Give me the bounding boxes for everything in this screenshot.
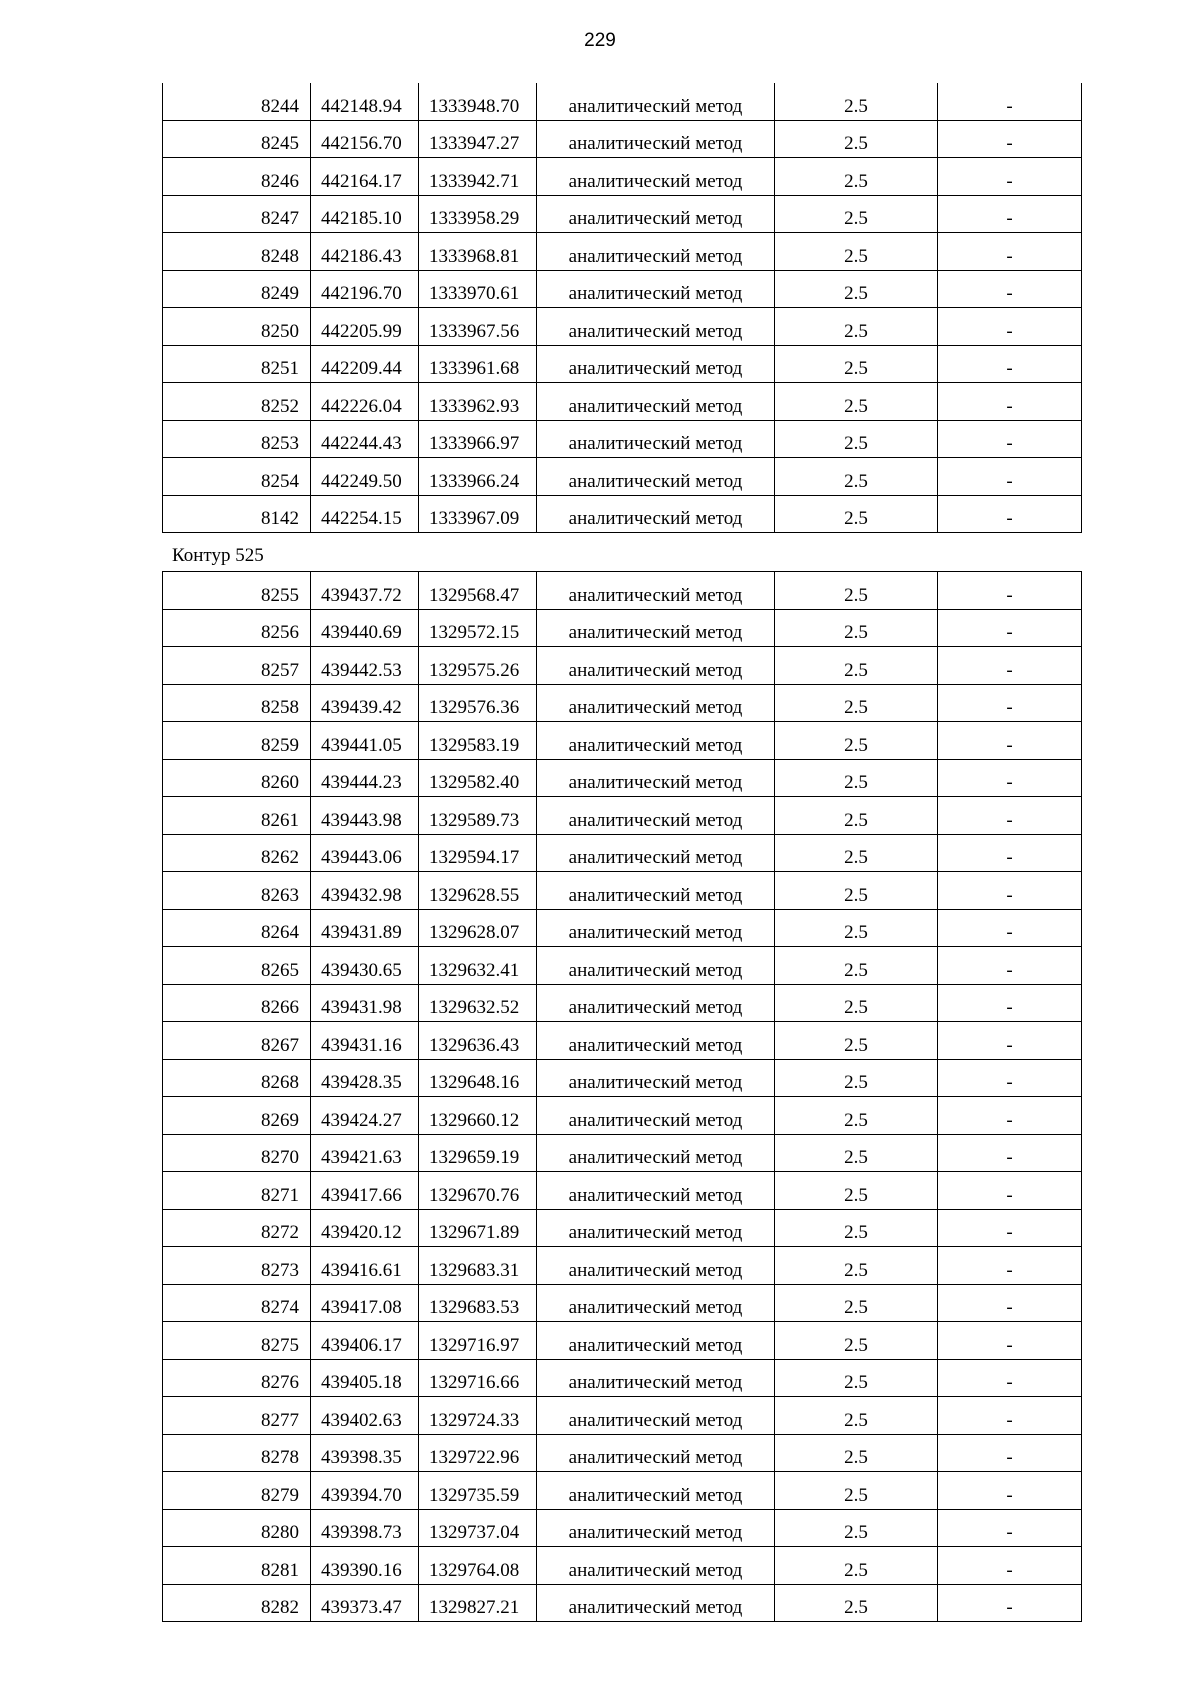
method-cell: аналитический метод xyxy=(537,1584,775,1622)
coord-x-cell: 439420.12 xyxy=(311,1209,419,1247)
table-row xyxy=(163,83,1082,120)
table-row xyxy=(163,1097,1082,1135)
coord-x-cell: 439428.35 xyxy=(311,1059,419,1097)
coord-x-cell: 439440.69 xyxy=(311,609,419,647)
coord-x-cell: 439424.27 xyxy=(311,1097,419,1135)
method-cell: аналитический метод xyxy=(537,1097,775,1135)
extra-value-cell: - xyxy=(938,834,1082,872)
coord-y-cell: 1329628.55 xyxy=(419,872,537,910)
accuracy-cell: 2.5 xyxy=(775,722,938,760)
coord-x-cell: 439443.06 xyxy=(311,834,419,872)
table-row xyxy=(163,1209,1082,1247)
table-row xyxy=(163,383,1082,421)
coord-x-cell: 439398.73 xyxy=(311,1509,419,1547)
point-number-cell: 8278 xyxy=(163,1434,311,1472)
coord-y-cell: 1329716.97 xyxy=(419,1322,537,1360)
coord-y-cell: 1329683.31 xyxy=(419,1247,537,1285)
table-row xyxy=(163,572,1082,610)
method-cell: аналитический метод xyxy=(537,1434,775,1472)
table-row xyxy=(163,1059,1082,1097)
table-row xyxy=(163,158,1082,196)
coord-x-cell: 439437.72 xyxy=(311,572,419,610)
method-cell: аналитический метод xyxy=(537,1284,775,1322)
accuracy-cell: 2.5 xyxy=(775,1172,938,1210)
point-number-cell: 8252 xyxy=(163,383,311,421)
method-cell: аналитический метод xyxy=(537,722,775,760)
extra-value-cell: - xyxy=(938,1547,1082,1585)
coord-y-cell: 1329589.73 xyxy=(419,797,537,835)
accuracy-cell: 2.5 xyxy=(775,1097,938,1135)
coord-x-cell: 439402.63 xyxy=(311,1397,419,1435)
method-cell: аналитический метод xyxy=(537,572,775,610)
accuracy-cell: 2.5 xyxy=(775,1322,938,1360)
point-number-cell: 8266 xyxy=(163,984,311,1022)
method-cell: аналитический метод xyxy=(537,383,775,421)
table-row xyxy=(163,1472,1082,1510)
method-cell: аналитический метод xyxy=(537,458,775,496)
coord-y-cell: 1329827.21 xyxy=(419,1584,537,1622)
accuracy-cell: 2.5 xyxy=(775,83,938,120)
table-row xyxy=(163,947,1082,985)
table-row xyxy=(163,984,1082,1022)
accuracy-cell: 2.5 xyxy=(775,1134,938,1172)
table-row xyxy=(163,458,1082,496)
accuracy-cell: 2.5 xyxy=(775,1359,938,1397)
accuracy-cell: 2.5 xyxy=(775,759,938,797)
extra-value-cell: - xyxy=(938,1209,1082,1247)
accuracy-cell: 2.5 xyxy=(775,1022,938,1060)
method-cell: аналитический метод xyxy=(537,984,775,1022)
table-row xyxy=(163,1247,1082,1285)
extra-value-cell: - xyxy=(938,233,1082,271)
point-number-cell: 8244 xyxy=(163,83,311,120)
coord-x-cell: 439373.47 xyxy=(311,1584,419,1622)
method-cell: аналитический метод xyxy=(537,834,775,872)
table-row xyxy=(163,345,1082,383)
accuracy-cell: 2.5 xyxy=(775,1397,938,1435)
table-row xyxy=(163,609,1082,647)
extra-value-cell: - xyxy=(938,1434,1082,1472)
coord-x-cell: 439416.61 xyxy=(311,1247,419,1285)
accuracy-cell: 2.5 xyxy=(775,458,938,496)
table-row xyxy=(163,195,1082,233)
table-row xyxy=(163,872,1082,910)
coord-y-cell: 1329594.17 xyxy=(419,834,537,872)
point-number-cell: 8253 xyxy=(163,420,311,458)
accuracy-cell: 2.5 xyxy=(775,345,938,383)
method-cell: аналитический метод xyxy=(537,83,775,120)
method-cell: аналитический метод xyxy=(537,759,775,797)
point-number-cell: 8271 xyxy=(163,1172,311,1210)
accuracy-cell: 2.5 xyxy=(775,797,938,835)
extra-value-cell: - xyxy=(938,158,1082,196)
table-row xyxy=(163,759,1082,797)
point-number-cell: 8254 xyxy=(163,458,311,496)
method-cell: аналитический метод xyxy=(537,345,775,383)
extra-value-cell: - xyxy=(938,609,1082,647)
table-row xyxy=(163,909,1082,947)
point-number-cell: 8267 xyxy=(163,1022,311,1060)
point-number-cell: 8273 xyxy=(163,1247,311,1285)
coord-x-cell: 442226.04 xyxy=(311,383,419,421)
method-cell: аналитический метод xyxy=(537,647,775,685)
table-row xyxy=(163,722,1082,760)
coord-x-cell: 439398.35 xyxy=(311,1434,419,1472)
coord-x-cell: 442205.99 xyxy=(311,308,419,346)
table-row xyxy=(163,495,1082,533)
point-number-cell: 8281 xyxy=(163,1547,311,1585)
coordinates-table-bottom xyxy=(162,571,1082,1622)
accuracy-cell: 2.5 xyxy=(775,1472,938,1510)
coord-y-cell: 1329648.16 xyxy=(419,1059,537,1097)
coord-x-cell: 439406.17 xyxy=(311,1322,419,1360)
coord-y-cell: 1329628.07 xyxy=(419,909,537,947)
extra-value-cell: - xyxy=(938,458,1082,496)
method-cell: аналитический метод xyxy=(537,1509,775,1547)
coord-y-cell: 1329583.19 xyxy=(419,722,537,760)
point-number-cell: 8247 xyxy=(163,195,311,233)
method-cell: аналитический метод xyxy=(537,1247,775,1285)
point-number-cell: 8257 xyxy=(163,647,311,685)
coord-x-cell: 439421.63 xyxy=(311,1134,419,1172)
coord-y-cell: 1329632.41 xyxy=(419,947,537,985)
point-number-cell: 8255 xyxy=(163,572,311,610)
coord-y-cell: 1329660.12 xyxy=(419,1097,537,1135)
accuracy-cell: 2.5 xyxy=(775,1284,938,1322)
coord-x-cell: 439430.65 xyxy=(311,947,419,985)
coord-y-cell: 1329582.40 xyxy=(419,759,537,797)
table-row xyxy=(163,797,1082,835)
coord-y-cell: 1333966.97 xyxy=(419,420,537,458)
table-row xyxy=(163,233,1082,271)
table-row xyxy=(163,1434,1082,1472)
table-row xyxy=(163,834,1082,872)
extra-value-cell: - xyxy=(938,572,1082,610)
extra-value-cell: - xyxy=(938,1172,1082,1210)
method-cell: аналитический метод xyxy=(537,270,775,308)
extra-value-cell: - xyxy=(938,270,1082,308)
coord-y-cell: 1329735.59 xyxy=(419,1472,537,1510)
point-number-cell: 8250 xyxy=(163,308,311,346)
table-row xyxy=(163,1322,1082,1360)
accuracy-cell: 2.5 xyxy=(775,195,938,233)
accuracy-cell: 2.5 xyxy=(775,495,938,533)
extra-value-cell: - xyxy=(938,1134,1082,1172)
table-row xyxy=(163,1284,1082,1322)
table-row xyxy=(163,1022,1082,1060)
point-number-cell: 8256 xyxy=(163,609,311,647)
coord-x-cell: 442164.17 xyxy=(311,158,419,196)
coord-y-cell: 1329764.08 xyxy=(419,1547,537,1585)
point-number-cell: 8248 xyxy=(163,233,311,271)
contour-label: Контур 525 xyxy=(172,545,264,566)
table-row xyxy=(163,647,1082,685)
accuracy-cell: 2.5 xyxy=(775,947,938,985)
table-row xyxy=(163,420,1082,458)
point-number-cell: 8279 xyxy=(163,1472,311,1510)
point-number-cell: 8270 xyxy=(163,1134,311,1172)
method-cell: аналитический метод xyxy=(537,1059,775,1097)
coord-y-cell: 1333942.71 xyxy=(419,158,537,196)
coord-y-cell: 1329716.66 xyxy=(419,1359,537,1397)
accuracy-cell: 2.5 xyxy=(775,120,938,158)
accuracy-cell: 2.5 xyxy=(775,872,938,910)
extra-value-cell: - xyxy=(938,759,1082,797)
method-cell: аналитический метод xyxy=(537,120,775,158)
accuracy-cell: 2.5 xyxy=(775,158,938,196)
accuracy-cell: 2.5 xyxy=(775,609,938,647)
point-number-cell: 8268 xyxy=(163,1059,311,1097)
method-cell: аналитический метод xyxy=(537,233,775,271)
extra-value-cell: - xyxy=(938,1472,1082,1510)
coord-y-cell: 1333948.70 xyxy=(419,83,537,120)
accuracy-cell: 2.5 xyxy=(775,834,938,872)
table-row xyxy=(163,1397,1082,1435)
extra-value-cell: - xyxy=(938,1322,1082,1360)
method-cell: аналитический метод xyxy=(537,158,775,196)
page-number: 229 xyxy=(584,30,616,51)
coord-y-cell: 1329636.43 xyxy=(419,1022,537,1060)
coord-y-cell: 1333968.81 xyxy=(419,233,537,271)
extra-value-cell: - xyxy=(938,647,1082,685)
accuracy-cell: 2.5 xyxy=(775,1509,938,1547)
method-cell: аналитический метод xyxy=(537,1397,775,1435)
coord-x-cell: 439390.16 xyxy=(311,1547,419,1585)
extra-value-cell: - xyxy=(938,722,1082,760)
extra-value-cell: - xyxy=(938,420,1082,458)
method-cell: аналитический метод xyxy=(537,684,775,722)
coord-x-cell: 439431.89 xyxy=(311,909,419,947)
accuracy-cell: 2.5 xyxy=(775,1059,938,1097)
point-number-cell: 8280 xyxy=(163,1509,311,1547)
point-number-cell: 8249 xyxy=(163,270,311,308)
coord-y-cell: 1333958.29 xyxy=(419,195,537,233)
table-row xyxy=(163,308,1082,346)
method-cell: аналитический метод xyxy=(537,947,775,985)
table-row xyxy=(163,1359,1082,1397)
accuracy-cell: 2.5 xyxy=(775,1584,938,1622)
coord-x-cell: 442244.43 xyxy=(311,420,419,458)
coord-y-cell: 1333962.93 xyxy=(419,383,537,421)
table-row xyxy=(163,1509,1082,1547)
coord-x-cell: 442249.50 xyxy=(311,458,419,496)
coord-x-cell: 442186.43 xyxy=(311,233,419,271)
extra-value-cell: - xyxy=(938,308,1082,346)
table-row xyxy=(163,120,1082,158)
extra-value-cell: - xyxy=(938,345,1082,383)
point-number-cell: 8282 xyxy=(163,1584,311,1622)
extra-value-cell: - xyxy=(938,1022,1082,1060)
extra-value-cell: - xyxy=(938,195,1082,233)
method-cell: аналитический метод xyxy=(537,872,775,910)
point-number-cell: 8263 xyxy=(163,872,311,910)
coord-y-cell: 1333967.09 xyxy=(419,495,537,533)
table-row xyxy=(163,684,1082,722)
method-cell: аналитический метод xyxy=(537,1209,775,1247)
accuracy-cell: 2.5 xyxy=(775,420,938,458)
coord-x-cell: 439431.16 xyxy=(311,1022,419,1060)
point-number-cell: 8264 xyxy=(163,909,311,947)
point-number-cell: 8275 xyxy=(163,1322,311,1360)
point-number-cell: 8245 xyxy=(163,120,311,158)
method-cell: аналитический метод xyxy=(537,1547,775,1585)
coord-y-cell: 1329670.76 xyxy=(419,1172,537,1210)
extra-value-cell: - xyxy=(938,684,1082,722)
extra-value-cell: - xyxy=(938,984,1082,1022)
coord-x-cell: 439417.66 xyxy=(311,1172,419,1210)
extra-value-cell: - xyxy=(938,1359,1082,1397)
coord-x-cell: 439394.70 xyxy=(311,1472,419,1510)
extra-value-cell: - xyxy=(938,1509,1082,1547)
extra-value-cell: - xyxy=(938,383,1082,421)
coord-y-cell: 1329671.89 xyxy=(419,1209,537,1247)
extra-value-cell: - xyxy=(938,1584,1082,1622)
accuracy-cell: 2.5 xyxy=(775,1209,938,1247)
coord-x-cell: 442156.70 xyxy=(311,120,419,158)
extra-value-cell: - xyxy=(938,1284,1082,1322)
extra-value-cell: - xyxy=(938,797,1082,835)
extra-value-cell: - xyxy=(938,947,1082,985)
table-row xyxy=(163,1584,1082,1622)
method-cell: аналитический метод xyxy=(537,1322,775,1360)
point-number-cell: 8142 xyxy=(163,495,311,533)
extra-value-cell: - xyxy=(938,83,1082,120)
point-number-cell: 8259 xyxy=(163,722,311,760)
coord-x-cell: 439443.98 xyxy=(311,797,419,835)
coordinates-table-top xyxy=(162,83,1082,533)
coord-y-cell: 1333966.24 xyxy=(419,458,537,496)
coord-x-cell: 439417.08 xyxy=(311,1284,419,1322)
method-cell: аналитический метод xyxy=(537,609,775,647)
point-number-cell: 8251 xyxy=(163,345,311,383)
point-number-cell: 8258 xyxy=(163,684,311,722)
point-number-cell: 8269 xyxy=(163,1097,311,1135)
extra-value-cell: - xyxy=(938,1397,1082,1435)
coord-y-cell: 1333947.27 xyxy=(419,120,537,158)
method-cell: аналитический метод xyxy=(537,195,775,233)
point-number-cell: 8260 xyxy=(163,759,311,797)
coord-y-cell: 1329576.36 xyxy=(419,684,537,722)
method-cell: аналитический метод xyxy=(537,420,775,458)
method-cell: аналитический метод xyxy=(537,1172,775,1210)
extra-value-cell: - xyxy=(938,1247,1082,1285)
coord-x-cell: 439444.23 xyxy=(311,759,419,797)
coord-x-cell: 442209.44 xyxy=(311,345,419,383)
point-number-cell: 8261 xyxy=(163,797,311,835)
method-cell: аналитический метод xyxy=(537,308,775,346)
method-cell: аналитический метод xyxy=(537,1359,775,1397)
coord-x-cell: 442196.70 xyxy=(311,270,419,308)
extra-value-cell: - xyxy=(938,872,1082,910)
point-number-cell: 8277 xyxy=(163,1397,311,1435)
method-cell: аналитический метод xyxy=(537,495,775,533)
accuracy-cell: 2.5 xyxy=(775,684,938,722)
accuracy-cell: 2.5 xyxy=(775,233,938,271)
extra-value-cell: - xyxy=(938,120,1082,158)
accuracy-cell: 2.5 xyxy=(775,1547,938,1585)
accuracy-cell: 2.5 xyxy=(775,1247,938,1285)
accuracy-cell: 2.5 xyxy=(775,383,938,421)
coord-y-cell: 1333970.61 xyxy=(419,270,537,308)
point-number-cell: 8265 xyxy=(163,947,311,985)
coord-y-cell: 1329568.47 xyxy=(419,572,537,610)
coord-y-cell: 1329632.52 xyxy=(419,984,537,1022)
coord-x-cell: 442254.15 xyxy=(311,495,419,533)
accuracy-cell: 2.5 xyxy=(775,572,938,610)
table-row xyxy=(163,1547,1082,1585)
table-row xyxy=(163,1134,1082,1172)
coord-y-cell: 1333967.56 xyxy=(419,308,537,346)
coord-y-cell: 1329683.53 xyxy=(419,1284,537,1322)
coord-y-cell: 1329722.96 xyxy=(419,1434,537,1472)
point-number-cell: 8274 xyxy=(163,1284,311,1322)
extra-value-cell: - xyxy=(938,909,1082,947)
coord-x-cell: 439405.18 xyxy=(311,1359,419,1397)
point-number-cell: 8276 xyxy=(163,1359,311,1397)
coord-x-cell: 439441.05 xyxy=(311,722,419,760)
extra-value-cell: - xyxy=(938,1059,1082,1097)
accuracy-cell: 2.5 xyxy=(775,984,938,1022)
coord-y-cell: 1333961.68 xyxy=(419,345,537,383)
coord-y-cell: 1329575.26 xyxy=(419,647,537,685)
coord-y-cell: 1329659.19 xyxy=(419,1134,537,1172)
method-cell: аналитический метод xyxy=(537,1022,775,1060)
coord-x-cell: 439439.42 xyxy=(311,684,419,722)
coord-x-cell: 439432.98 xyxy=(311,872,419,910)
table-row xyxy=(163,270,1082,308)
coord-x-cell: 439431.98 xyxy=(311,984,419,1022)
coord-y-cell: 1329724.33 xyxy=(419,1397,537,1435)
accuracy-cell: 2.5 xyxy=(775,647,938,685)
point-number-cell: 8246 xyxy=(163,158,311,196)
accuracy-cell: 2.5 xyxy=(775,308,938,346)
coord-x-cell: 439442.53 xyxy=(311,647,419,685)
method-cell: аналитический метод xyxy=(537,1472,775,1510)
point-number-cell: 8262 xyxy=(163,834,311,872)
accuracy-cell: 2.5 xyxy=(775,909,938,947)
method-cell: аналитический метод xyxy=(537,1134,775,1172)
accuracy-cell: 2.5 xyxy=(775,1434,938,1472)
method-cell: аналитический метод xyxy=(537,909,775,947)
coord-x-cell: 442148.94 xyxy=(311,83,419,120)
coord-x-cell: 442185.10 xyxy=(311,195,419,233)
table-row xyxy=(163,1172,1082,1210)
coord-y-cell: 1329737.04 xyxy=(419,1509,537,1547)
coord-y-cell: 1329572.15 xyxy=(419,609,537,647)
accuracy-cell: 2.5 xyxy=(775,270,938,308)
extra-value-cell: - xyxy=(938,495,1082,533)
point-number-cell: 8272 xyxy=(163,1209,311,1247)
extra-value-cell: - xyxy=(938,1097,1082,1135)
method-cell: аналитический метод xyxy=(537,797,775,835)
